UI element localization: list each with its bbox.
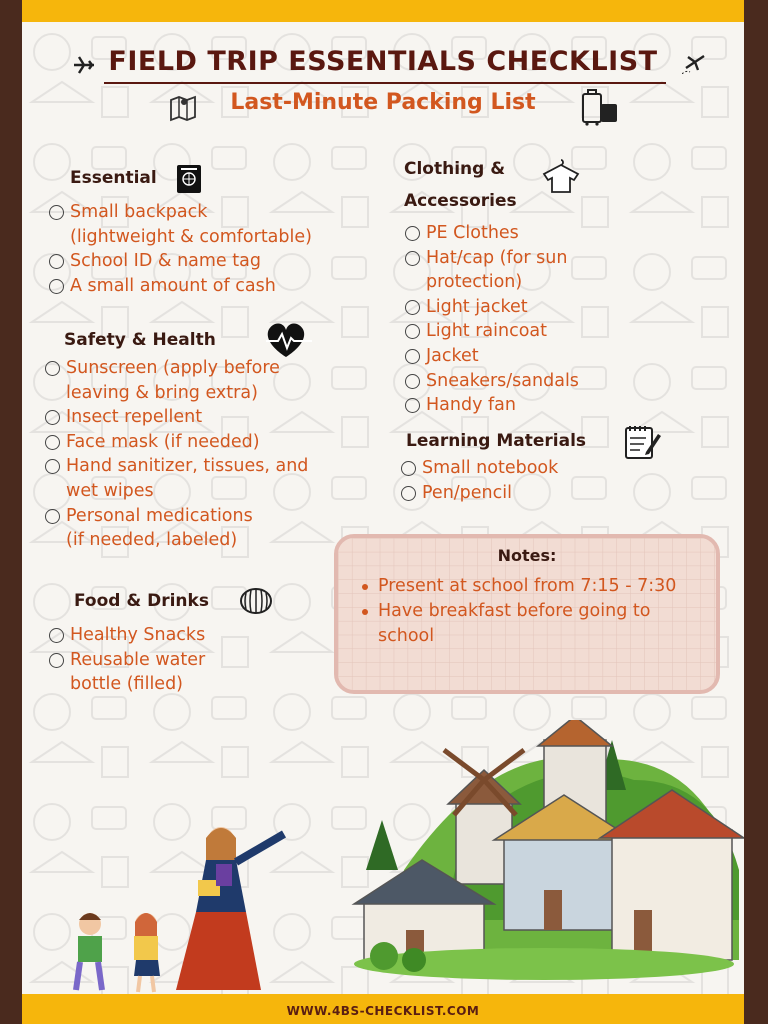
list-item-continuation: (lightweight & comfortable) [70, 226, 312, 247]
notepad-icon [624, 424, 662, 460]
checkbox-circle[interactable] [401, 486, 416, 501]
checkbox-circle[interactable] [45, 459, 60, 474]
note-item-continuation: school [378, 626, 435, 646]
food-list [48, 623, 328, 697]
list-item[interactable]: Reusable water [48, 648, 328, 673]
section-heading-food: Food & Drinks [74, 591, 209, 611]
notes-list [362, 574, 712, 649]
list-item[interactable]: Hand sanitizer, tissues, and [44, 454, 364, 479]
list-item[interactable]: Healthy Snacks [48, 623, 328, 648]
checkbox-circle[interactable] [405, 324, 420, 339]
heartbeat-icon [264, 321, 314, 359]
list-item[interactable]: Hat/cap (for sun [404, 246, 704, 271]
checkbox-circle[interactable] [405, 300, 420, 315]
list-item-continuation: wet wipes [66, 480, 154, 501]
list-item[interactable]: Personal medications [44, 504, 364, 529]
list-item-continuation: leaving & bring extra) [66, 382, 258, 403]
list-item-continuation: protection) [426, 272, 523, 293]
top-bar [22, 0, 744, 22]
checkbox-circle[interactable] [49, 254, 64, 269]
checkbox-circle[interactable] [49, 279, 64, 294]
list-item[interactable]: Jacket [404, 344, 704, 369]
seed-icon [238, 584, 274, 618]
page-subtitle: Last-Minute Packing List [230, 90, 536, 115]
checkbox-circle[interactable] [49, 653, 64, 668]
checkbox-circle[interactable] [405, 226, 420, 241]
list-item-continuation: bottle (filled) [70, 674, 184, 695]
essential-list [48, 200, 358, 298]
checkbox-circle[interactable] [49, 205, 64, 220]
list-item[interactable]: School ID & name tag [48, 249, 358, 274]
section-heading-essential: Essential [70, 168, 157, 188]
list-item[interactable]: Face mask (if needed) [44, 430, 364, 455]
list-item[interactable]: Sunscreen (apply before [44, 356, 364, 381]
checkbox-circle[interactable] [49, 628, 64, 643]
checkbox-circle[interactable] [45, 435, 60, 450]
page-title: FIELD TRIP ESSENTIALS CHECKLIST [108, 46, 658, 77]
checkbox-circle[interactable] [405, 398, 420, 413]
checkbox-circle[interactable] [405, 251, 420, 266]
village-illustration [344, 720, 744, 988]
note-item: Have breakfast before going to [362, 599, 712, 624]
note-item: Present at school from 7:15 - 7:30 [362, 574, 712, 599]
passport-icon [176, 164, 202, 194]
notes-title: Notes: [497, 546, 557, 565]
checkbox-circle[interactable] [405, 349, 420, 364]
section-heading-learning: Learning Materials [406, 431, 587, 451]
list-item[interactable]: Sneakers/sandals [404, 369, 704, 394]
bullet-dot [362, 609, 368, 615]
section-heading-safety: Safety & Health [64, 330, 216, 350]
section-heading-clothing-line2: Accessories [404, 191, 517, 211]
list-item[interactable]: Small notebook [400, 456, 700, 481]
section-heading-clothing: Clothing & [404, 159, 506, 179]
list-item[interactable]: Insect repellent [44, 405, 364, 430]
list-item[interactable]: A small amount of cash [48, 274, 358, 299]
title-underline [104, 82, 666, 84]
list-item[interactable]: Light jacket [404, 295, 704, 320]
notes-box [334, 534, 720, 694]
list-item[interactable]: Light raincoat [404, 319, 704, 344]
list-item[interactable]: PE Clothes [404, 221, 704, 246]
clothing-list [404, 221, 704, 418]
list-item[interactable]: Pen/pencil [400, 481, 700, 506]
list-item[interactable]: Handy fan [404, 393, 704, 418]
footer-website-link[interactable]: WWW.4BS-CHECKLIST.COM [286, 1004, 480, 1018]
luggage-icon [580, 88, 620, 126]
bullet-dot [362, 584, 368, 590]
list-item-continuation: (if needed, labeled) [66, 530, 238, 551]
checkbox-circle[interactable] [405, 374, 420, 389]
learning-list [400, 456, 700, 505]
checkbox-circle[interactable] [401, 461, 416, 476]
checkbox-circle[interactable] [45, 410, 60, 425]
checklist-page [22, 0, 744, 1024]
checkbox-circle[interactable] [45, 361, 60, 376]
tshirt-icon [540, 158, 582, 194]
teacher-and-kids-illustration [46, 820, 296, 996]
checkbox-circle[interactable] [45, 509, 60, 524]
list-item[interactable]: Small backpack [48, 200, 358, 225]
safety-list [44, 356, 364, 553]
